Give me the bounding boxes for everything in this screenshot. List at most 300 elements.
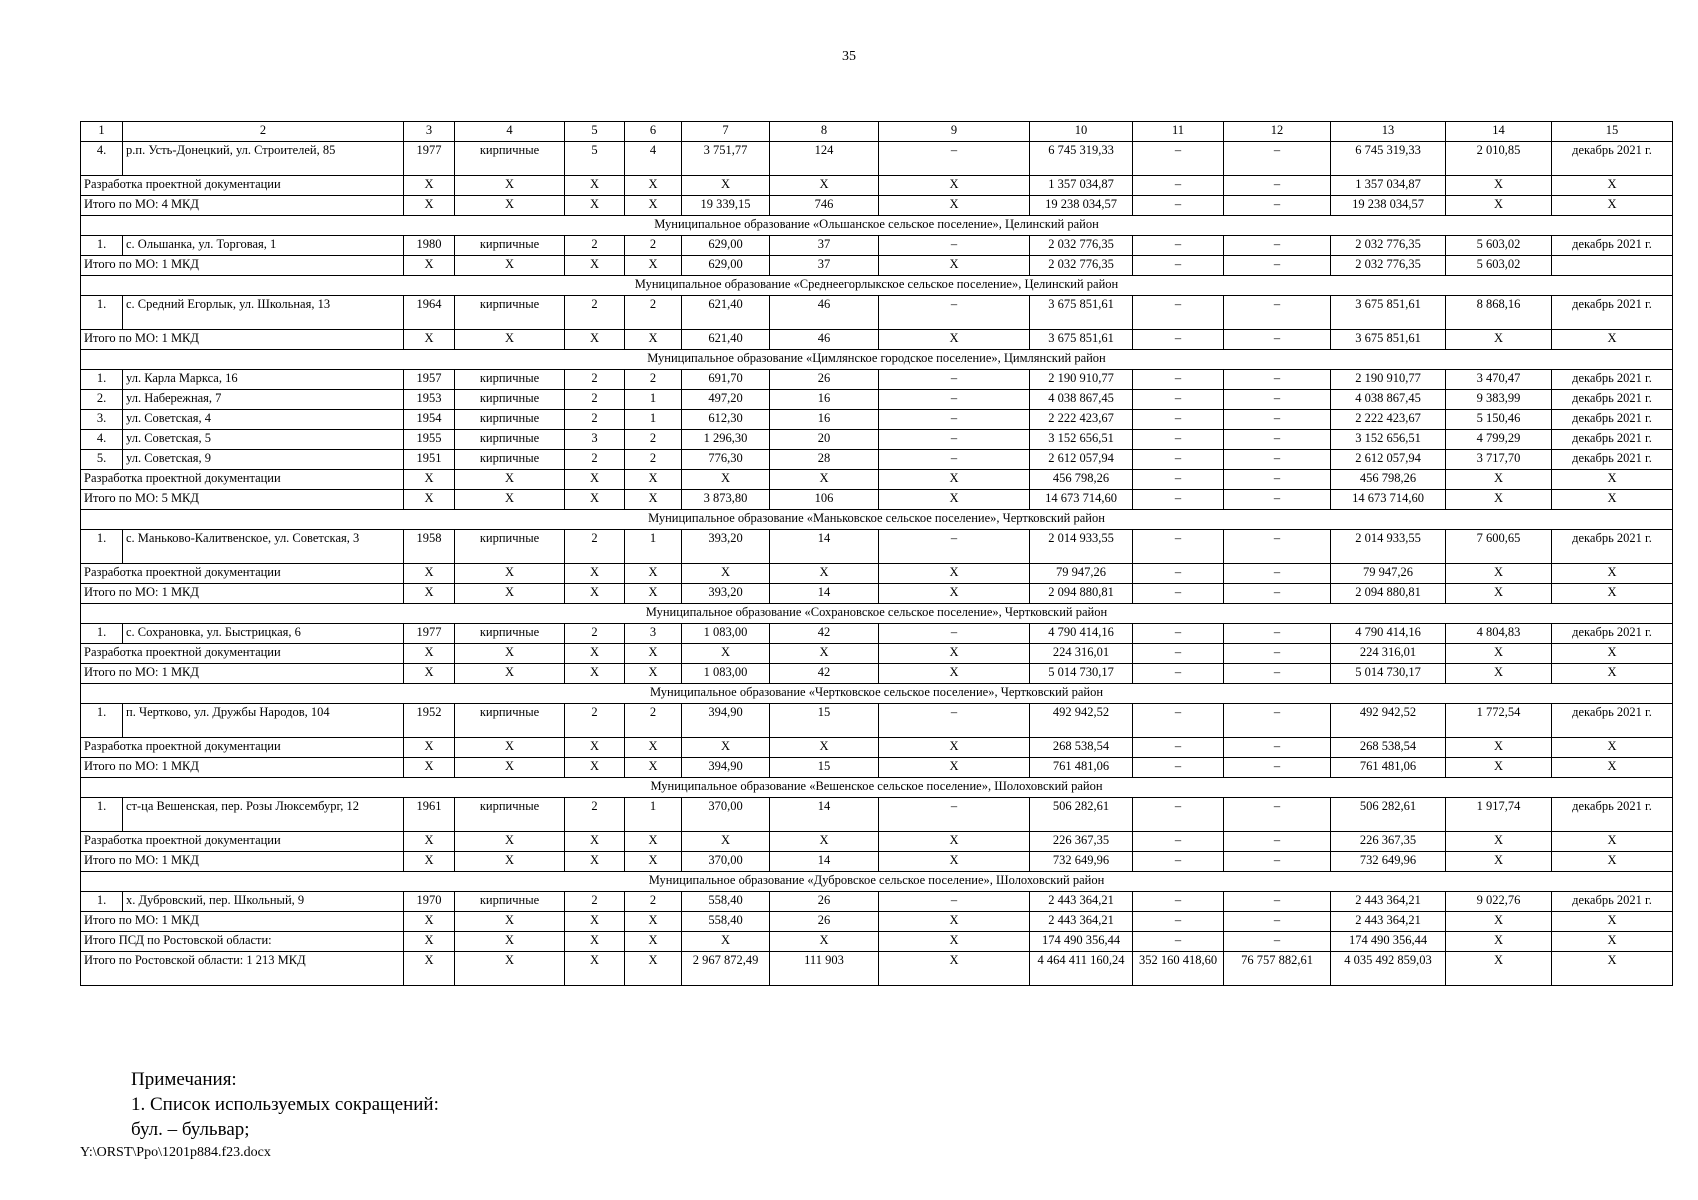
- table-cell: X: [1446, 330, 1552, 350]
- table-cell: 691,70: [682, 370, 770, 390]
- table-cell: 1.: [81, 530, 123, 564]
- summary-row: [81, 330, 1673, 350]
- building-row: [81, 142, 1673, 176]
- housing-repair-table: [80, 121, 1673, 986]
- building-address: с. Сохрановка, ул. Быстрицкая, 6: [123, 624, 404, 644]
- column-number-cell: 9: [879, 122, 1030, 142]
- table-cell: 26: [770, 912, 879, 932]
- municipality-title: Муниципальное образование «Чертковское сельское поселение», Чертковский район: [81, 684, 1673, 704]
- table-cell: X: [404, 738, 455, 758]
- table-cell: –: [1224, 564, 1331, 584]
- table-cell: X: [879, 952, 1030, 986]
- table-cell: –: [1224, 450, 1331, 470]
- summary-label: Разработка проектной документации: [81, 176, 404, 196]
- table-cell: X: [565, 584, 625, 604]
- municipality-section-row: [81, 276, 1673, 296]
- table-cell: X: [455, 196, 565, 216]
- building-address: р.п. Усть-Донецкий, ул. Строителей, 85: [123, 142, 404, 176]
- table-cell: [1552, 256, 1673, 276]
- table-cell: X: [404, 952, 455, 986]
- table-cell: 19 238 034,57: [1030, 196, 1133, 216]
- table-cell: X: [625, 664, 682, 684]
- table-cell: X: [1446, 176, 1552, 196]
- table-cell: –: [879, 530, 1030, 564]
- table-cell: X: [565, 912, 625, 932]
- table-cell: 5 150,46: [1446, 410, 1552, 430]
- table-cell: X: [1446, 584, 1552, 604]
- municipality-section-row: [81, 350, 1673, 370]
- table-cell: X: [1552, 644, 1673, 664]
- column-number-cell: 12: [1224, 122, 1331, 142]
- table-cell: кирпичные: [455, 798, 565, 832]
- building-address: х. Дубровский, пер. Школьный, 9: [123, 892, 404, 912]
- table-cell: –: [1224, 738, 1331, 758]
- table-cell: 394,90: [682, 758, 770, 778]
- table-cell: X: [879, 664, 1030, 684]
- table-cell: X: [625, 470, 682, 490]
- table-cell: 7 600,65: [1446, 530, 1552, 564]
- table-cell: 19 238 034,57: [1331, 196, 1446, 216]
- table-cell: 2 222 423,67: [1331, 410, 1446, 430]
- notes-line-2: бул. – бульвар;: [131, 1119, 250, 1140]
- building-address: с. Маньково-Калитвенское, ул. Советская, 3: [123, 530, 404, 564]
- table-cell: –: [1133, 564, 1224, 584]
- table-cell: 4 799,29: [1446, 430, 1552, 450]
- table-cell: 226 367,35: [1030, 832, 1133, 852]
- summary-row: [81, 176, 1673, 196]
- table-cell: –: [1224, 912, 1331, 932]
- table-cell: X: [404, 758, 455, 778]
- table-cell: 76 757 882,61: [1224, 952, 1331, 986]
- table-cell: 1970: [404, 892, 455, 912]
- table-cell: –: [879, 142, 1030, 176]
- summary-label: Итого по МО: 1 МКД: [81, 664, 404, 684]
- table-cell: X: [682, 738, 770, 758]
- table-cell: 1 917,74: [1446, 798, 1552, 832]
- table-cell: 6 745 319,33: [1030, 142, 1133, 176]
- notes-heading: Примечания:: [131, 1069, 237, 1090]
- table-cell: X: [879, 196, 1030, 216]
- table-cell: 2 967 872,49: [682, 952, 770, 986]
- table-cell: 2 443 364,21: [1030, 912, 1133, 932]
- table-cell: 1 357 034,87: [1331, 176, 1446, 196]
- table-cell: X: [455, 832, 565, 852]
- table-cell: X: [879, 564, 1030, 584]
- table-cell: X: [770, 644, 879, 664]
- summary-label: Итого по МО: 5 МКД: [81, 490, 404, 510]
- table-cell: –: [1133, 584, 1224, 604]
- municipality-section-row: [81, 604, 1673, 624]
- table-cell: 1 772,54: [1446, 704, 1552, 738]
- table-cell: 3 675 851,61: [1331, 330, 1446, 350]
- table-cell: –: [1133, 236, 1224, 256]
- table-cell: 2 032 776,35: [1030, 256, 1133, 276]
- summary-row: [81, 564, 1673, 584]
- table-cell: 1 083,00: [682, 624, 770, 644]
- table-cell: X: [1446, 644, 1552, 664]
- table-cell: 1.: [81, 892, 123, 912]
- table-cell: 1961: [404, 798, 455, 832]
- table-cell: 26: [770, 370, 879, 390]
- table-cell: –: [1224, 256, 1331, 276]
- table-cell: 1.: [81, 296, 123, 330]
- table-cell: 106: [770, 490, 879, 510]
- summary-label: Итого по МО: 1 МКД: [81, 256, 404, 276]
- notes-line-1: 1. Список используемых сокращений:: [131, 1094, 439, 1115]
- table-cell: X: [455, 758, 565, 778]
- table-cell: X: [682, 564, 770, 584]
- table-cell: X: [565, 664, 625, 684]
- table-cell: X: [1552, 176, 1673, 196]
- table-cell: 3 675 851,61: [1030, 296, 1133, 330]
- table-cell: 2: [565, 704, 625, 738]
- municipality-title: Муниципальное образование «Цимлянское городское поселение», Цимлянский район: [81, 350, 1673, 370]
- table-cell: декабрь 2021 г.: [1552, 892, 1673, 912]
- table-cell: 1953: [404, 390, 455, 410]
- table-cell: –: [1133, 530, 1224, 564]
- table-cell: декабрь 2021 г.: [1552, 410, 1673, 430]
- table-cell: 5 603,02: [1446, 236, 1552, 256]
- building-address: ст-ца Вешенская, пер. Розы Люксембург, 12: [123, 798, 404, 832]
- table-cell: 732 649,96: [1331, 852, 1446, 872]
- table-cell: –: [879, 370, 1030, 390]
- table-cell: 79 947,26: [1331, 564, 1446, 584]
- column-number-cell: 6: [625, 122, 682, 142]
- table-cell: X: [404, 256, 455, 276]
- table-cell: 3 675 851,61: [1331, 296, 1446, 330]
- table-cell: 2: [565, 530, 625, 564]
- table-cell: 5 014 730,17: [1331, 664, 1446, 684]
- table-cell: 746: [770, 196, 879, 216]
- table-cell: 3 470,47: [1446, 370, 1552, 390]
- table-cell: X: [455, 932, 565, 952]
- table-cell: 776,30: [682, 450, 770, 470]
- table-cell: X: [1446, 758, 1552, 778]
- table-cell: 621,40: [682, 296, 770, 330]
- table-cell: кирпичные: [455, 450, 565, 470]
- table-cell: 732 649,96: [1030, 852, 1133, 872]
- table-cell: X: [625, 330, 682, 350]
- table-cell: 1977: [404, 142, 455, 176]
- table-cell: 1.: [81, 236, 123, 256]
- table-cell: –: [1133, 410, 1224, 430]
- table-cell: 629,00: [682, 236, 770, 256]
- table-cell: X: [455, 256, 565, 276]
- table-cell: X: [1552, 758, 1673, 778]
- table-cell: 456 798,26: [1331, 470, 1446, 490]
- table-cell: X: [1552, 932, 1673, 952]
- table-cell: X: [455, 738, 565, 758]
- table-cell: X: [625, 176, 682, 196]
- table-cell: X: [1446, 932, 1552, 952]
- column-number-cell: 2: [123, 122, 404, 142]
- table-cell: 4: [625, 142, 682, 176]
- table-cell: 46: [770, 296, 879, 330]
- table-cell: 1.: [81, 704, 123, 738]
- table-cell: 394,90: [682, 704, 770, 738]
- summary-row: [81, 196, 1673, 216]
- table-cell: –: [1133, 256, 1224, 276]
- table-cell: кирпичные: [455, 236, 565, 256]
- table-cell: 1980: [404, 236, 455, 256]
- building-address: ул. Советская, 9: [123, 450, 404, 470]
- building-row: [81, 236, 1673, 256]
- building-row: [81, 530, 1673, 564]
- table-cell: X: [770, 738, 879, 758]
- summary-row: [81, 832, 1673, 852]
- table-cell: –: [1224, 798, 1331, 832]
- table-cell: X: [455, 564, 565, 584]
- table-cell: X: [404, 912, 455, 932]
- municipality-title: Муниципальное образование «Сохрановское сельское поселение», Чертковский район: [81, 604, 1673, 624]
- summary-row: [81, 738, 1673, 758]
- table-cell: декабрь 2021 г.: [1552, 530, 1673, 564]
- table-cell: X: [565, 490, 625, 510]
- table-cell: X: [1446, 832, 1552, 852]
- table-cell: X: [404, 176, 455, 196]
- table-cell: 497,20: [682, 390, 770, 410]
- table-cell: 16: [770, 410, 879, 430]
- table-cell: 3: [625, 624, 682, 644]
- table-cell: –: [1224, 584, 1331, 604]
- column-number-cell: 4: [455, 122, 565, 142]
- table-cell: 2: [625, 704, 682, 738]
- table-cell: 1 083,00: [682, 664, 770, 684]
- table-cell: 224 316,01: [1331, 644, 1446, 664]
- table-cell: X: [565, 644, 625, 664]
- column-number-cell: 3: [404, 122, 455, 142]
- table-cell: 1957: [404, 370, 455, 390]
- table-cell: 2 443 364,21: [1331, 892, 1446, 912]
- summary-row: [81, 664, 1673, 684]
- table-cell: 2: [565, 450, 625, 470]
- table-cell: 558,40: [682, 892, 770, 912]
- table-cell: 3 873,80: [682, 490, 770, 510]
- table-cell: 612,30: [682, 410, 770, 430]
- column-number-cell: 7: [682, 122, 770, 142]
- table-cell: X: [879, 738, 1030, 758]
- table-cell: X: [1552, 852, 1673, 872]
- summary-row: [81, 952, 1673, 986]
- table-cell: X: [404, 196, 455, 216]
- table-cell: 761 481,06: [1030, 758, 1133, 778]
- table-cell: 1977: [404, 624, 455, 644]
- table-cell: –: [1224, 832, 1331, 852]
- building-row: [81, 370, 1673, 390]
- table-cell: 3 717,70: [1446, 450, 1552, 470]
- table-cell: 352 160 418,60: [1133, 952, 1224, 986]
- table-cell: 1: [625, 410, 682, 430]
- table-cell: 14: [770, 584, 879, 604]
- column-number-cell: 10: [1030, 122, 1133, 142]
- table-cell: X: [682, 470, 770, 490]
- table-cell: X: [682, 644, 770, 664]
- building-address: с. Ольшанка, ул. Торговая, 1: [123, 236, 404, 256]
- table-cell: X: [1552, 564, 1673, 584]
- table-cell: 15: [770, 704, 879, 738]
- table-cell: –: [1224, 470, 1331, 490]
- table-cell: X: [565, 176, 625, 196]
- municipality-title: Муниципальное образование «Дубровское сельское поселение», Шолоховский район: [81, 872, 1673, 892]
- table-cell: X: [879, 912, 1030, 932]
- table-cell: X: [1552, 490, 1673, 510]
- table-cell: 42: [770, 664, 879, 684]
- municipality-section-row: [81, 684, 1673, 704]
- table-cell: 4 464 411 160,24: [1030, 952, 1133, 986]
- table-cell: X: [565, 738, 625, 758]
- table-cell: X: [565, 852, 625, 872]
- table-cell: X: [565, 758, 625, 778]
- table-cell: кирпичные: [455, 370, 565, 390]
- column-number-cell: 15: [1552, 122, 1673, 142]
- table-cell: 1: [625, 390, 682, 410]
- table-cell: 2: [565, 798, 625, 832]
- table-cell: 2: [625, 450, 682, 470]
- table-cell: 1955: [404, 430, 455, 450]
- table-cell: 2 612 057,94: [1331, 450, 1446, 470]
- table-cell: 558,40: [682, 912, 770, 932]
- table-cell: 28: [770, 450, 879, 470]
- table-cell: 761 481,06: [1331, 758, 1446, 778]
- table-cell: –: [1133, 330, 1224, 350]
- table-cell: –: [1133, 644, 1224, 664]
- table-cell: 174 490 356,44: [1331, 932, 1446, 952]
- table-cell: X: [1446, 490, 1552, 510]
- table-cell: X: [770, 564, 879, 584]
- table-cell: 1.: [81, 624, 123, 644]
- summary-label: Итого по МО: 1 МКД: [81, 852, 404, 872]
- column-number-cell: 8: [770, 122, 879, 142]
- table-cell: –: [1133, 490, 1224, 510]
- table-cell: X: [455, 470, 565, 490]
- table-cell: X: [455, 490, 565, 510]
- table-cell: 2 014 933,55: [1030, 530, 1133, 564]
- table-cell: X: [455, 330, 565, 350]
- table-cell: –: [879, 892, 1030, 912]
- table-cell: X: [770, 832, 879, 852]
- summary-row: [81, 470, 1673, 490]
- table-cell: 2: [565, 296, 625, 330]
- table-cell: кирпичные: [455, 892, 565, 912]
- summary-label: Итого ПСД по Ростовской области:: [81, 932, 404, 952]
- summary-row: [81, 912, 1673, 932]
- table-cell: 224 316,01: [1030, 644, 1133, 664]
- table-cell: –: [1224, 390, 1331, 410]
- page-number: 35: [842, 49, 856, 64]
- table-cell: –: [1133, 176, 1224, 196]
- table-cell: X: [625, 832, 682, 852]
- municipality-title: Муниципальное образование «Ольшанское сельское поселение», Целинский район: [81, 216, 1673, 236]
- table-cell: –: [1224, 624, 1331, 644]
- table-cell: –: [1133, 798, 1224, 832]
- table-cell: –: [1133, 932, 1224, 952]
- table-cell: –: [879, 624, 1030, 644]
- table-cell: X: [565, 196, 625, 216]
- table-cell: кирпичные: [455, 410, 565, 430]
- table-cell: 3: [565, 430, 625, 450]
- building-row: [81, 296, 1673, 330]
- table-cell: X: [404, 644, 455, 664]
- column-number-cell: 1: [81, 122, 123, 142]
- table-cell: 1 296,30: [682, 430, 770, 450]
- table-cell: –: [1224, 892, 1331, 912]
- table-cell: X: [879, 584, 1030, 604]
- table-cell: 15: [770, 758, 879, 778]
- building-address: ул. Советская, 5: [123, 430, 404, 450]
- table-cell: кирпичные: [455, 624, 565, 644]
- table-cell: 2: [625, 892, 682, 912]
- table-cell: –: [1133, 664, 1224, 684]
- table-cell: 492 942,52: [1030, 704, 1133, 738]
- table-cell: 3 152 656,51: [1331, 430, 1446, 450]
- table-cell: –: [1224, 236, 1331, 256]
- table-cell: 9 022,76: [1446, 892, 1552, 912]
- building-row: [81, 892, 1673, 912]
- table-cell: кирпичные: [455, 142, 565, 176]
- column-number-cell: 14: [1446, 122, 1552, 142]
- table-cell: X: [1446, 564, 1552, 584]
- table-cell: –: [1224, 644, 1331, 664]
- table-cell: 5: [565, 142, 625, 176]
- table-cell: –: [1133, 738, 1224, 758]
- table-cell: –: [879, 704, 1030, 738]
- table-cell: 2: [625, 430, 682, 450]
- table-cell: –: [1133, 296, 1224, 330]
- table-cell: X: [625, 256, 682, 276]
- building-address: ул. Карла Маркса, 16: [123, 370, 404, 390]
- table-cell: 2: [625, 236, 682, 256]
- table-cell: X: [1552, 832, 1673, 852]
- table-cell: декабрь 2021 г.: [1552, 370, 1673, 390]
- table-cell: X: [625, 490, 682, 510]
- table-cell: 14 673 714,60: [1331, 490, 1446, 510]
- table-cell: декабрь 2021 г.: [1552, 390, 1673, 410]
- table-cell: декабрь 2021 г.: [1552, 624, 1673, 644]
- summary-label: Разработка проектной документации: [81, 738, 404, 758]
- table-cell: 2 222 423,67: [1030, 410, 1133, 430]
- table-cell: 226 367,35: [1331, 832, 1446, 852]
- table-cell: 4.: [81, 430, 123, 450]
- table-cell: 2: [565, 390, 625, 410]
- table-cell: X: [625, 584, 682, 604]
- table-cell: X: [1552, 330, 1673, 350]
- table-cell: 19 339,15: [682, 196, 770, 216]
- table-cell: X: [1552, 738, 1673, 758]
- table-cell: 3.: [81, 410, 123, 430]
- table-cell: 1954: [404, 410, 455, 430]
- table-cell: X: [625, 912, 682, 932]
- table-cell: 1: [625, 798, 682, 832]
- table-cell: X: [770, 176, 879, 196]
- table-cell: 3 152 656,51: [1030, 430, 1133, 450]
- table-cell: –: [1224, 430, 1331, 450]
- table-cell: 370,00: [682, 852, 770, 872]
- table-cell: –: [1133, 430, 1224, 450]
- table-cell: 14 673 714,60: [1030, 490, 1133, 510]
- table-cell: 42: [770, 624, 879, 644]
- table-cell: 2: [565, 410, 625, 430]
- table-cell: X: [565, 952, 625, 986]
- municipality-section-row: [81, 216, 1673, 236]
- table-cell: X: [404, 852, 455, 872]
- table-cell: 26: [770, 892, 879, 912]
- table-cell: –: [1224, 932, 1331, 952]
- table-cell: 1: [625, 530, 682, 564]
- table-cell: X: [455, 912, 565, 932]
- table-cell: –: [1224, 196, 1331, 216]
- table-cell: 79 947,26: [1030, 564, 1133, 584]
- table-cell: 3 751,77: [682, 142, 770, 176]
